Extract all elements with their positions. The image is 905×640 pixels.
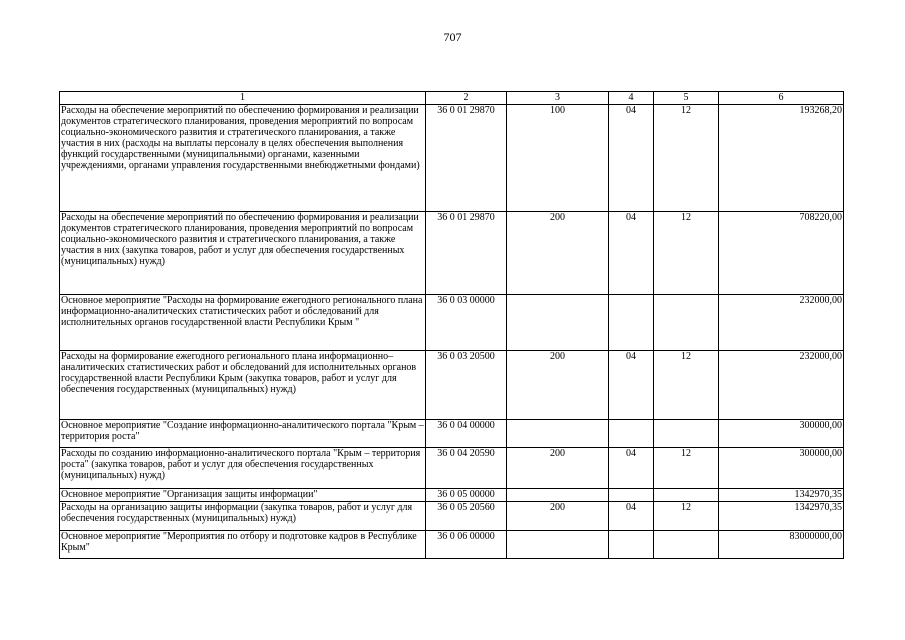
table-row <box>60 420 844 448</box>
row-description: Основное мероприятие "Создание информационно-аналитического портала "Крым – территория роста" <box>60 420 426 448</box>
table-row <box>60 351 844 420</box>
table-row <box>60 531 844 559</box>
header-col-6: 6 <box>719 92 844 105</box>
row-target-code: 36 0 05 00000 <box>426 489 507 502</box>
row-amount: 1342970,35 <box>719 489 844 502</box>
row-target-code: 36 0 05 20560 <box>426 502 507 531</box>
header-col-2: 2 <box>426 92 507 105</box>
row-description: Основное мероприятие "Организация защиты информации" <box>60 489 426 502</box>
row-description: Расходы на обеспечение мероприятий по обеспечению формирования и реализации документов стратегического планирования, проведения мероприятий по вопросам социально-экономического развития и стратегического планирования, а также участия в них (закупка товаров, работ и услуг для обеспечения государственных (муниципальных) нужд) <box>60 212 426 295</box>
row-section: 04 <box>609 105 654 212</box>
row-description: Расходы по созданию информационно-аналитического портала "Крым – территория роста" (закупка товаров, работ и услуг для обеспечения государственных (муниципальных) нужд) <box>60 448 426 489</box>
row-description: Расходы на обеспечение мероприятий по обеспечению формирования и реализации документов стратегического планирования, проведения мероприятий по вопросам социально-экономического развития и стратегического планирования, а также участия в них (расходы на выплаты персоналу в целях обеспечения выполнения функций государственными (муниципальными) органами, казенными учреждениями, органами управления государственными внебюджетными фондами) <box>60 105 426 212</box>
row-amount: 300000,00 <box>719 448 844 489</box>
row-section <box>609 531 654 559</box>
row-subsection: 12 <box>654 448 719 489</box>
row-amount: 708220,00 <box>719 212 844 295</box>
row-expense-type: 200 <box>507 502 609 531</box>
header-col-5: 5 <box>654 92 719 105</box>
row-description: Расходы на формирование ежегодного регионального плана информационно–аналитических статистических работ и обследований для исполнительных органов государственной власти Республики Крым (закупка товаров, работ и услуг для обеспечения государственных (муниципальных) нужд) <box>60 351 426 420</box>
row-target-code: 36 0 01 29870 <box>426 212 507 295</box>
budget-table <box>59 91 844 559</box>
row-amount: 300000,00 <box>719 420 844 448</box>
table-header-row <box>60 92 844 105</box>
row-subsection: 12 <box>654 105 719 212</box>
row-subsection <box>654 531 719 559</box>
table-row <box>60 295 844 351</box>
header-col-1: 1 <box>60 92 426 105</box>
row-section: 04 <box>609 502 654 531</box>
row-target-code: 36 0 04 00000 <box>426 420 507 448</box>
row-description: Основное мероприятие "Мероприятия по отбору и подготовке кадров в Республике Крым" <box>60 531 426 559</box>
row-target-code: 36 0 01 29870 <box>426 105 507 212</box>
row-target-code: 36 0 03 20500 <box>426 351 507 420</box>
header-col-4: 4 <box>609 92 654 105</box>
row-description: Основное мероприятие "Расходы на формирование ежегодного регионального плана информационно-аналитических статистических работ и обследований для исполнительных органов государственной власти Республики Крым " <box>60 295 426 351</box>
row-section: 04 <box>609 351 654 420</box>
row-section <box>609 420 654 448</box>
row-expense-type <box>507 489 609 502</box>
row-target-code: 36 0 06 00000 <box>426 531 507 559</box>
row-target-code: 36 0 04 20590 <box>426 448 507 489</box>
row-subsection <box>654 420 719 448</box>
row-amount: 193268,20 <box>719 105 844 212</box>
row-expense-type: 200 <box>507 448 609 489</box>
row-subsection <box>654 489 719 502</box>
table-row <box>60 105 844 212</box>
row-section <box>609 489 654 502</box>
row-expense-type <box>507 295 609 351</box>
row-section: 04 <box>609 212 654 295</box>
row-amount: 1342970,35 <box>719 502 844 531</box>
row-expense-type: 200 <box>507 212 609 295</box>
table-row <box>60 489 844 502</box>
row-section: 04 <box>609 448 654 489</box>
row-expense-type <box>507 531 609 559</box>
table-row <box>60 448 844 489</box>
row-section <box>609 295 654 351</box>
page-number: 707 <box>443 30 462 44</box>
row-subsection <box>654 295 719 351</box>
row-subsection: 12 <box>654 351 719 420</box>
row-amount: 232000,00 <box>719 351 844 420</box>
row-amount: 232000,00 <box>719 295 844 351</box>
row-expense-type: 100 <box>507 105 609 212</box>
row-expense-type <box>507 420 609 448</box>
table-row <box>60 212 844 295</box>
row-subsection: 12 <box>654 212 719 295</box>
row-description: Расходы на организацию защиты информации (закупка товаров, работ и услуг для обеспечения государственных (муниципальных) нужд) <box>60 502 426 531</box>
row-target-code: 36 0 03 00000 <box>426 295 507 351</box>
row-expense-type: 200 <box>507 351 609 420</box>
row-amount: 83000000,00 <box>719 531 844 559</box>
header-col-3: 3 <box>507 92 609 105</box>
table-row <box>60 502 844 531</box>
row-subsection: 12 <box>654 502 719 531</box>
